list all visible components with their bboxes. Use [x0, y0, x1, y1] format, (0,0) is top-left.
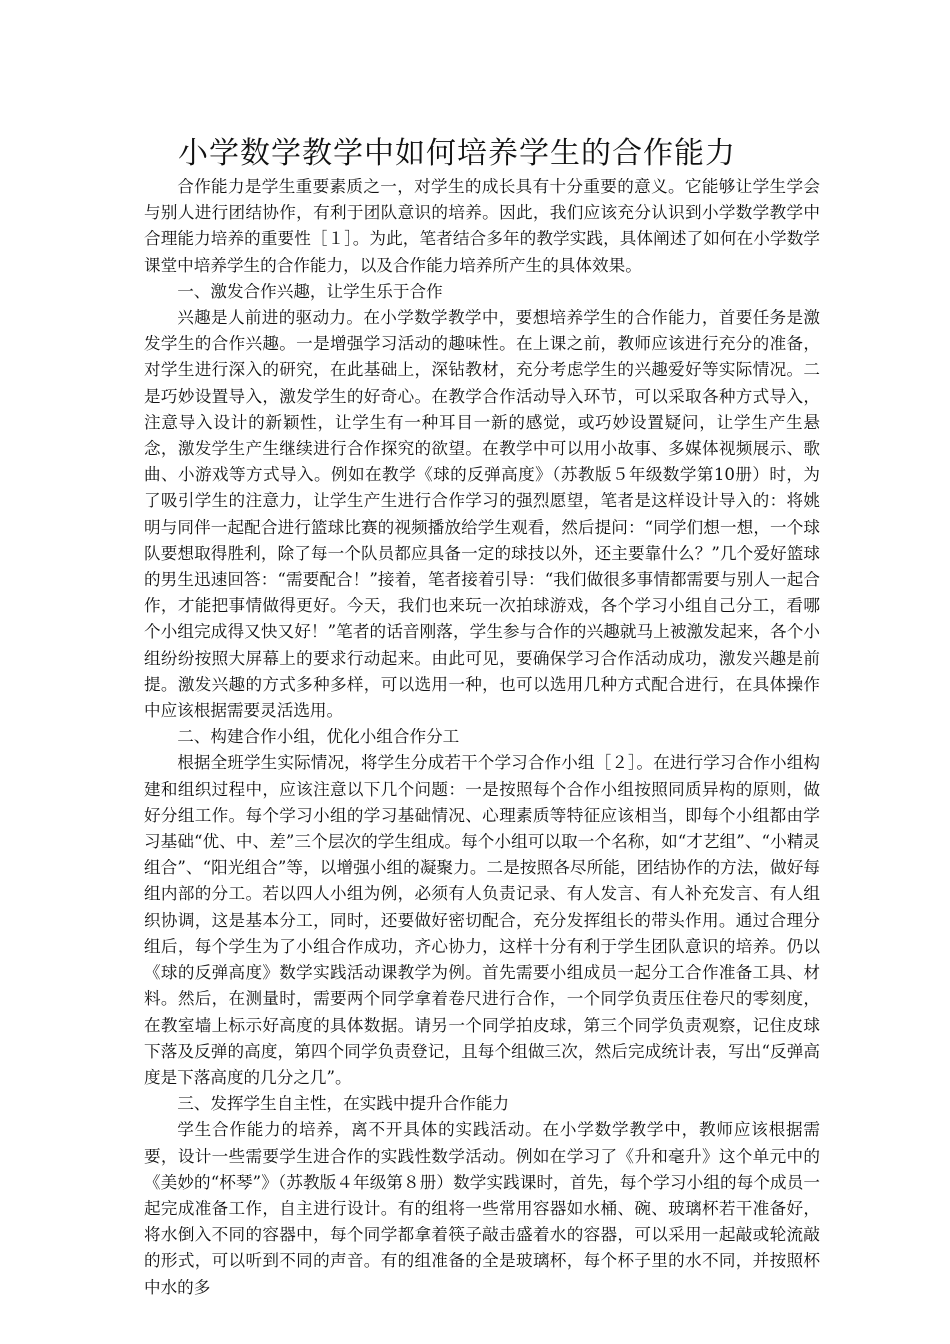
paragraph-section-3: 学生合作能力的培养，离不开具体的实践活动。在小学数学教学中，教师应该根据需要，设计一些需要学生进合作的实践性数学活动。例如在学习了《升和毫升》这个单元中的《美妙的“杯琴”》（苏教版４年级第８册）数学实践课时，首先，每个学习小组的每个成员一起完成准备工作，自主进行设计。有的组将一些常用容器如水桶、碗、玻璃杯若干准备好，将水倒入不同的容器中，每个同学都拿着筷子敲击盛着水的容器，可以采用一起敲或轮流敲的形式，可以听到不同的声音。有的组准备的全是玻璃杯，每个杯子里的水不同，并按照杯中水的多 — [144, 1120, 820, 1297]
paragraph-intro: 合作能力是学生重要素质之一，对学生的成长具有十分重要的意义。它能够让学生学会与别人进行团结协作，有利于团队意识的培养。因此，我们应该充分认识到小学数学教学中合理能力培养的重要性［１］。为此，笔者结合多年的教学实践，具体阐述了如何在小学数学课堂中培养学生的合作能力，以及合作能力培养所产生的具体效果。 — [144, 177, 820, 275]
document-body — [144, 174, 820, 1301]
paragraph-section-2: 根据全班学生实际情况，将学生分成若干个学习合作小组［２］。在进行学习合作小组构建和组织过程中，应该注意以下几个问题：一是按照每个合作小组按照同质异构的原则，做好分组工作。每个学习小组的学习基础情况、心理素质等特征应该相当，即每个小组都由学习基础“优、中、差”三个层次的学生组成。每个小组可以取一个名称，如“才艺组”、“小精灵组合”、“阳光组合”等，以增强小组的凝聚力。二是按照各尽所能，团结协作的方法，做好每组内部的分工。若以四人小组为例，必须有人负责记录、有人发言、有人补充发言、有人组织协调，这是基本分工，同时，还要做好密切配合，充分发挥组长的带头作用。通过合理分组后，每个学生为了小组合作成功，齐心协力，这样十分有利于学生团队意识的培养。仍以《球的反弹高度》数学实践活动课教学为例。首先需要小组成员一起分工合作准备工具、材料。然后，在测量时，需要两个同学拿着卷尺进行合作，一个同学负责压住卷尺的零刻度，在教室墙上标示好高度的具体数据。请另一个同学拍皮球，第三个同学负责观察，记住皮球下落及反弹的高度，第四个同学负责登记，且每个组做三次，然后完成统计表，写出“反弹高度是下落高度的几分之几”。 — [144, 753, 820, 1087]
paragraph-section-1: 兴趣是人前进的驱动力。在小学数学教学中，要想培养学生的合作能力，首要任务是激发学生的合作兴趣。一是增强学习活动的趣味性。在上课之前，教师应该进行充分的准备，对学生进行深入的研究，在此基础上，深钻教材，充分考虑学生的兴趣爱好等实际情况。二是巧妙设置导入，激发学生的好奇心。在教学合作活动导入环节，可以采取各种方式导入，注意导入设计的新颖性，让学生有一种耳目一新的感觉，或巧妙设置疑问，让学生产生悬念，激发学生产生继续进行合作探究的欲望。在教学中可以用小故事、多媒体视频展示、歌曲、小游戏等方式导入。例如在教学《球的反弹高度》（苏教版５年级数学第10册）时，为了吸引学生的注意力，让学生产生进行合作学习的强烈愿望，笔者是这样设计导入的：将姚明与同伴一起配合进行篮球比赛的视频播放给学生观看，然后提问：“同学们想一想，一个球队要想取得胜利，除了每一个队员都应具备一定的球技以外，还主要靠什么？”几个爱好篮球的男生迅速回答：“需要配合！”接着，笔者接着引导：“我们做很多事情都需要与别人一起合作，才能把事情做得更好。今天，我们也来玩一次拍球游戏，各个学习小组自己分工，看哪个小组完成得又快又好！”笔者的话音刚落，学生参与合作的兴趣就马上被激发起来，各个小组纷纷按照大屏幕上的要求行动起来。由此可见，要确保学习合作活动成功，激发兴趣是前提。激发兴趣的方式多种多样，可以选用一种，也可以选用几种方式配合进行，在具体操作中应该根据需要灵活选用。 — [144, 308, 820, 721]
section-heading-2: 二、构建合作小组，优化小组合作分工 — [177, 727, 460, 747]
document-title: 小学数学教学中如何培养学生的合作能力 — [178, 136, 736, 171]
section-heading-3: 三、发挥学生自主性，在实践中提升合作能力 — [177, 1094, 510, 1114]
section-heading-1: 一、激发合作兴趣，让学生乐于合作 — [177, 281, 443, 301]
